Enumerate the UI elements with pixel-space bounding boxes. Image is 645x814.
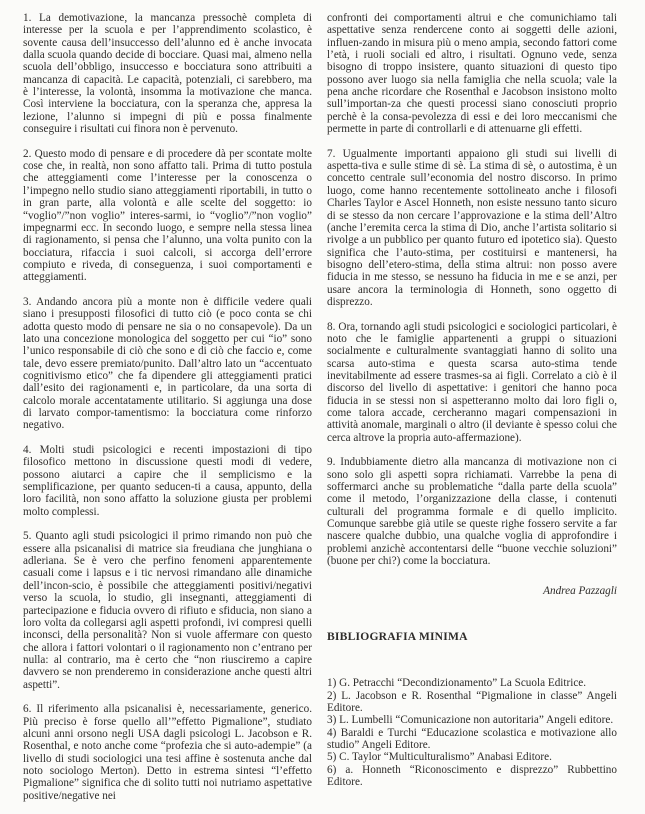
left-column	[23, 12, 312, 814]
bibliography-item: 2) L. Jacobson e R. Rosenthal “Pigmalione in classe” Angeli Editore.	[327, 689, 617, 714]
bibliography-item: 4) Baraldi e Turchi “Educazione scolastica e motivazione allo studio” Angeli Editore.	[327, 726, 617, 751]
bibliography-item: 1) G. Petracchi “Decondizionamento” La Scuola Editrice.	[327, 677, 587, 690]
paragraph-3: 3. Andando ancora più a monte non è difficile vedere quali siano i presupposti filosofici di tutto ciò (e poco conta se chi adotta questo modo di pensare ne sia o no consapevole). Da un lato una concezione monologica del soggetto per cui “io” sono l’unico responsabile di ciò che sono e di ciò che faccio e, come tale, devo essere premiato/punito. Dall’altro lato un “accentuato cognitivismo etico” che fa dipendere gli atteggiamenti pratici dall’esito dei ragionamenti e, in particolare, da una sorta di calcolo morale accentatamente utilitario. Si aggiunga una dose di larvato compor-tamentismo: la bocciatura come rinforzo negativo.	[23, 295, 312, 432]
bibliography-item: 3) L. Lumbelli “Comunicazione non autoritaria” Angeli editore.	[327, 714, 614, 727]
paragraph-8: 8. Ora, tornando agli studi psicologici e sociologici particolari, è noto che le famiglie appartenenti a gruppi o situazioni socialmente e culturalmente svantaggiati hanno di solito una scarsa auto-stima e questa scarsa auto-stima tende inevitabilmente ad essere trasmes-sa ai figli. Correlato a ciò è il discorso del livello di aspettative: i genitori che hanno poca fiducia in se stessi non si aspetteranno molto dai loro figli o, come talora accade, cercheranno magari compensazioni in attività anomale, marginali o altro (il deviante è spesso colui che cerca altrove la propria auto-affermazione).	[327, 320, 617, 444]
paragraph-1: 1. La demotivazione, la mancanza pressochè completa di interesse per la scuola e per l’apprendimento scolastico, è sovente causa dell’insuccesso dell’alunno ed è anche invocata dalla scuola quando decide di bocciare. Quasi mai, almeno nella scuola dell’obbligo, insuccesso e bocciatura sono attribuiti a mancanza di capacità. Le capacità, potenziali, ci sarebbero, ma è l’interesse, la volontà, insomma la motivazione che manca. Così interviene la bocciatura, con la speranza che, appresa la lezione, l’alunno si impegni di più e possa finalmente conseguire i risultati cui finora non è pervenuto.	[23, 12, 312, 136]
paragraph-9: 9. Indubbiamente dietro alla mancanza di motivazione non ci sono solo gli aspetti sopra richiamati. Varrebbe la pena di soffermarci anche su problematiche “dalla parte della scuola” come il metodo, l’organizzazione della classe, i contenuti culturali del programma formale e di quello implicito. Comunque sarebbe già utile se queste righe fossero servite a far nascere qualche dubbio, una qualche voglia di approfondire i problemi anzichè accontentarsi delle “buone vecchie soluzioni” (buone per chi?) come la bocciatura.	[327, 456, 617, 568]
paragraph-6: 6. Il riferimento alla psicanalisi è, necessariamente, generico. Più preciso è forse quello all’”effetto Pigmalione”, studiato alcuni anni orsono negli USA dagli psicologi L. Jacobson e R. Rosenthal, e noto anche come “profezia che si auto-adempie” (a livello di studi sociologici una tesi affine è sostenuta anche dal noto sociologo Merton). Detto in estrema sintesi “l’effetto Pigmalione” significa che di solito tutti noi nutriamo aspettative positive/negative nei	[23, 703, 312, 802]
paragraph-2: 2. Questo modo di pensare e di procedere dà per scontate molte cose che, in realtà, non sono affatto tali. Prima di tutto postula che atteggiamenti come l’interesse per la conoscenza o l’impegno nello studio siano atteggiamenti riportabili, in tutto o in gran parte, alla volontà e alle scelte del soggetto: io “voglio”/”non voglio” interes-sarmi, io “voglio”/”non voglio” impegnarmi ecc. In secondo luogo, e sempre nella stessa linea di ragionamento, si pensa che l’alunno, una volta punito con la bocciatura, rifaccia i suoi calcoli, si accorga dell’errore compiuto e riveda, di conseguenza, i suoi comportamenti e atteggiamenti.	[23, 147, 312, 284]
bibliography-list	[327, 677, 617, 788]
paragraph-6-continued: confronti dei comportamenti altrui e che comunichiamo tali aspettative senza rendercene conto ai soggetti delle azioni, influen-zando in misura più o meno ampia, secondo fattori come l’età, i ruoli sociali ed altro, i risultati. Ognuno vede, senza bisogno di troppo insistere, quanto situazioni di questo tipo possono aver luogo sia nella famiglia che nella scuola; vale la pena anche ricordare che Rosenthal e Jacobson insistono molto sull’importan-za che questi processi siano conosciuti proprio perchè è la consa-pevolezza di essi e dei loro meccanismi che permette in parte di controllarli e di attenuarne gli effetti.	[327, 12, 617, 136]
bibliography-item: 5) C. Taylor “Multiculturalismo” Anabasi Editore.	[327, 751, 552, 764]
author-signature: Andrea Pazzagli	[543, 585, 617, 598]
bibliography-item: 6) a. Honneth “Riconoscimento e disprezzo” Rubbettino Editore.	[327, 763, 617, 788]
bibliography-title: BIBLIOGRAFIA MINIMA	[327, 629, 468, 643]
paragraph-4: 4. Molti studi psicologici e recenti impostazioni di tipo filosofico mettono in discussione questi modi di vedere, possono aiutarci a capire che il semplicismo e la semplificazione, per quanto seducen-ti a causa, appunto, della loro facilità, non sono affatto la soluzione giusta per problemi molto complessi.	[23, 444, 312, 518]
paragraph-5: 5. Quanto agli studi psicologici il primo rimando non può che essere alla psicanalisi di matrice sia freudiana che junghiana o adleriana. Se è vero che perfino fenomeni apparentemente casuali come i lapsus e i tic nervosi rimandano alle dinamiche dell’incon-scio, è possibile che atteggiamenti positivi/negativi verso la scuola, lo studio, gli insegnanti, atteggiamenti di partecipazione e fiducia ovvero di rifiuto e sfiducia, non siano a loro volta da collegarsi agli aspetti profondi, ivi compresi quelli inconsci, della personalità? Non si vuole affermare con questo che allora i fattori volontari o il ragionamento non c’entrano per nulla: al contrario, ma è certo che “non riusciremo a capire davvero se non prenderemo in considerazione anche questi altri aspetti”.	[23, 530, 312, 691]
paragraph-7: 7. Ugualmente importanti appaiono gli studi sui livelli di aspetta-tiva e sulle stime di sè. La stima di sè, o autostima, è un concetto centrale sull’economia del nostro discorso. In primo luogo, come hanno recentemente sottolineato anche i filosofi Charles Taylor e Ascel Honneth, non esiste nessuno tanto sicuro di se stesso da non cercare l’approvazione e la stima dell’Altro (anche l’eremita cerca la stima di Dio, anche l’artista solitario si rivolge a un pubblico per quanto futuro ed ipotetico sia). Questo significa che l’auto-stima, per costituirsi e mantenersi, ha bisogno dell’etero-stima, della stima altrui: non posso avere fiducia in me stesso, se nessuno ha fiducia in me e se anzi, per usare ancora la terminologia di Honneth, sono oggetto di disprezzo.	[327, 147, 617, 308]
right-column	[327, 12, 617, 788]
